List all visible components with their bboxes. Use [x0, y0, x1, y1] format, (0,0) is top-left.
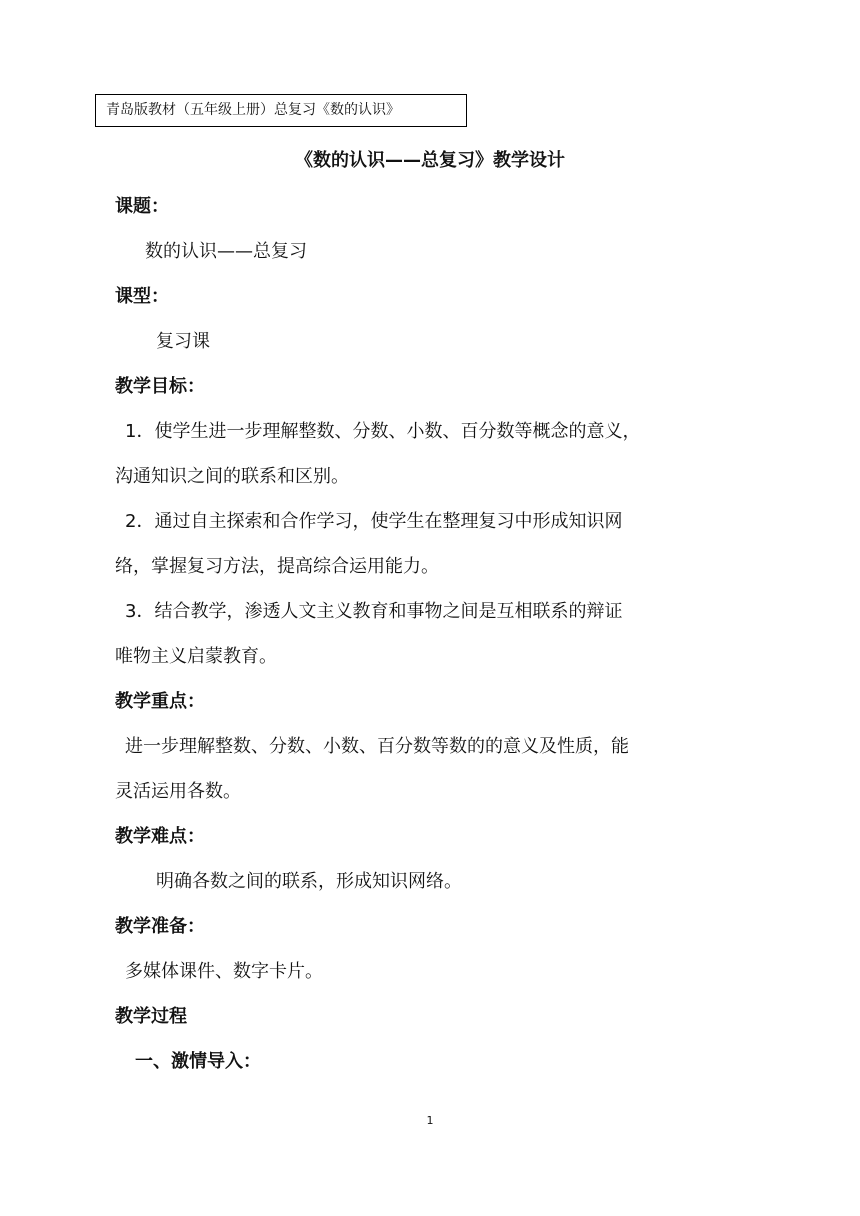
difficulties-text: 明确各数之间的联系，形成知识网络。 — [156, 871, 462, 892]
objectives-label: 教学目标： — [115, 376, 205, 397]
process-label: 教学过程 — [115, 1006, 187, 1027]
lesson-type-label: 课型： — [115, 286, 169, 307]
objective-line: 络，掌握复习方法，提高综合运用能力。 — [115, 556, 439, 577]
topic-label: 课题： — [115, 196, 169, 217]
document-title: 《数的认识——总复习》教学设计 — [295, 150, 565, 171]
objective-line: 2．通过自主探索和合作学习，使学生在整理复习中形成知识网 — [125, 511, 623, 532]
header-box: 青岛版教材（五年级上册）总复习《数的认识》 — [95, 94, 467, 127]
key-points-label: 教学重点： — [115, 691, 205, 712]
process-step-1: 一、激情导入： — [135, 1051, 261, 1072]
topic-text: 数的认识——总复习 — [145, 241, 307, 262]
preparation-text: 多媒体课件、数字卡片。 — [125, 961, 323, 982]
key-points-line: 进一步理解整数、分数、小数、百分数等数的的意义及性质，能 — [125, 736, 629, 757]
objective-line: 沟通知识之间的联系和区别。 — [115, 466, 349, 487]
objective-line: 3．结合教学，渗透人文主义教育和事物之间是互相联系的辩证 — [125, 601, 623, 622]
difficulties-label: 教学难点： — [115, 826, 205, 847]
objective-line: 唯物主义启蒙教育。 — [115, 646, 277, 667]
objective-line: 1．使学生进一步理解整数、分数、小数、百分数等概念的意义， — [125, 421, 641, 442]
page-number: 1 — [426, 1114, 434, 1127]
lesson-type-text: 复习课 — [156, 331, 210, 352]
preparation-label: 教学准备： — [115, 916, 205, 937]
key-points-line: 灵活运用各数。 — [115, 781, 241, 802]
